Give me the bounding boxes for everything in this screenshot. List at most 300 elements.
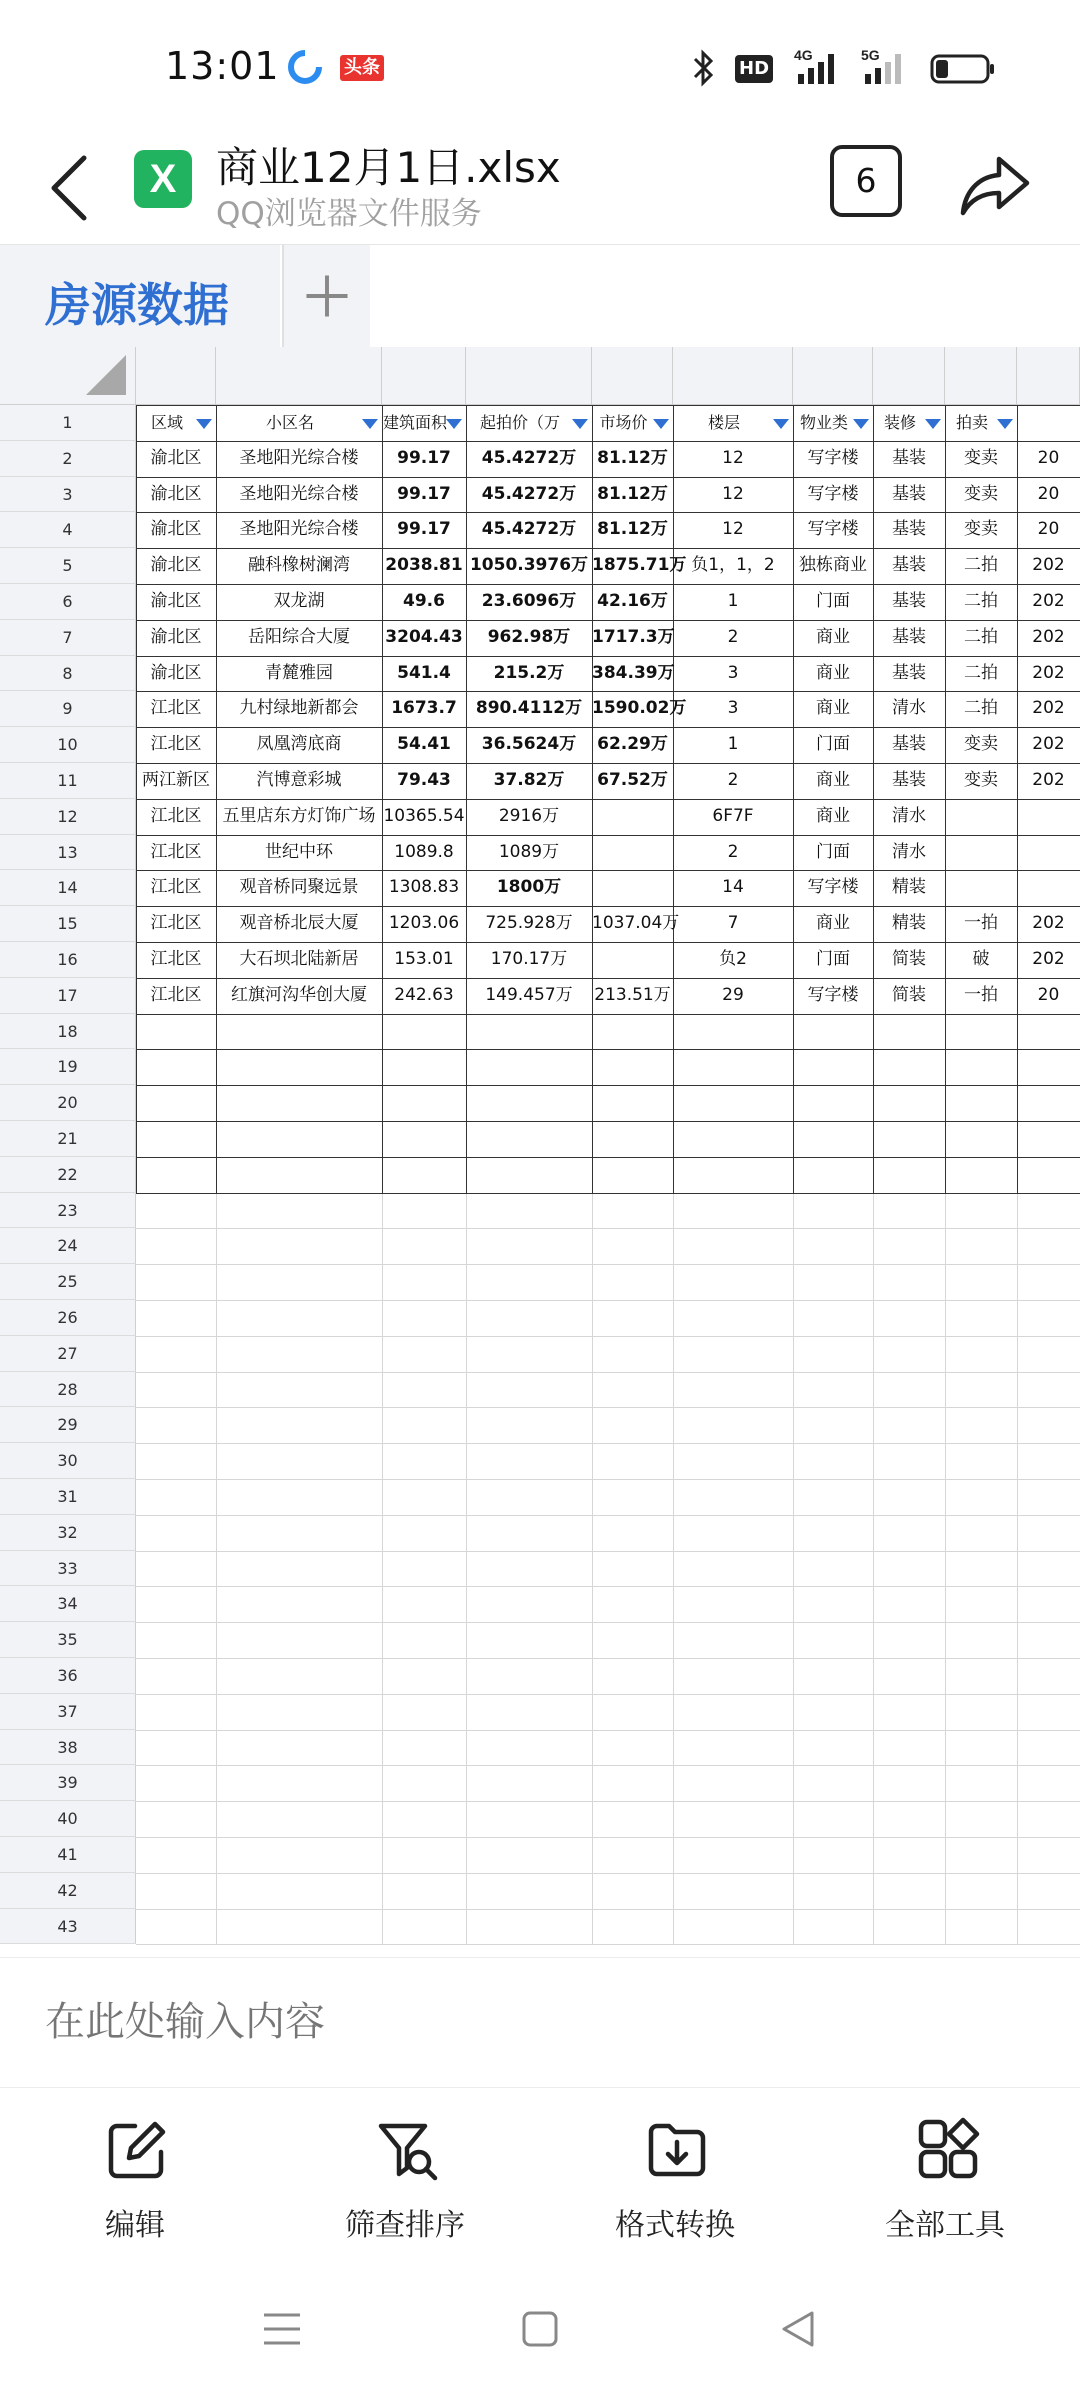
table-cell[interactable]: 圣地阳光综合楼 xyxy=(239,519,359,540)
column-header[interactable] xyxy=(1017,347,1080,405)
row-header[interactable]: 18 xyxy=(0,1014,136,1050)
column-header[interactable] xyxy=(945,347,1017,405)
document-title: 商业12月1日.xlsx xyxy=(216,143,561,192)
grid-line xyxy=(136,1551,1080,1552)
edit-button[interactable] xyxy=(25,2088,245,2278)
table-cell[interactable]: 凤凰湾底商 xyxy=(256,734,342,755)
table-cell[interactable]: 6F7F xyxy=(712,805,754,826)
table-cell[interactable]: 渝北区 xyxy=(150,483,202,504)
table-cell[interactable]: 观音桥同聚远景 xyxy=(239,877,359,898)
filter-sort-button[interactable] xyxy=(295,2088,515,2278)
edit-label: 编辑 xyxy=(105,2208,165,2243)
header-cell-label: 装修 xyxy=(883,413,916,432)
row-header[interactable]: 21 xyxy=(0,1121,136,1157)
row-header[interactable]: 26 xyxy=(0,1300,136,1336)
filter-dropdown-icon[interactable] xyxy=(653,419,669,429)
header-cell-label: 物业类 xyxy=(799,413,848,432)
column-header[interactable] xyxy=(873,347,945,405)
filter-header-cell[interactable] xyxy=(592,405,673,441)
row-header[interactable]: 7 xyxy=(0,620,136,656)
table-cell[interactable]: 商业 xyxy=(816,913,850,934)
table-cell[interactable]: 1089万 xyxy=(498,841,560,862)
table-cell[interactable]: 写字楼 xyxy=(807,519,859,540)
table-cell[interactable]: 变卖 xyxy=(964,770,998,790)
row-header[interactable]: 23 xyxy=(0,1193,136,1229)
table-cell[interactable]: 负1，1，2 xyxy=(691,555,775,576)
table-cell[interactable]: 2 xyxy=(727,841,739,862)
table-cell[interactable]: 153.01 xyxy=(394,949,454,969)
row-header[interactable]: 42 xyxy=(0,1873,136,1909)
filter-header-cell[interactable] xyxy=(793,405,873,441)
table-cell[interactable]: 20 xyxy=(1037,483,1060,504)
menu-nav-icon[interactable] xyxy=(260,2307,304,2351)
filter-dropdown-icon[interactable] xyxy=(572,419,588,429)
hd-voice-icon: HD xyxy=(735,55,773,83)
row-header[interactable]: 2 xyxy=(0,441,136,477)
table-cell[interactable]: 170.17万 xyxy=(490,949,568,969)
row-header[interactable]: 1 xyxy=(0,405,136,441)
table-cell[interactable]: 1800万 xyxy=(496,877,562,898)
cell-content-input[interactable] xyxy=(45,1990,1035,2054)
grid-line xyxy=(136,1586,1080,1587)
filter-dropdown-icon[interactable] xyxy=(362,419,378,429)
row-header[interactable]: 10 xyxy=(0,727,136,763)
table-cell[interactable]: 二拍 xyxy=(964,698,998,719)
row-header[interactable]: 22 xyxy=(0,1157,136,1193)
table-cell[interactable]: 变卖 xyxy=(964,447,998,468)
grid-line xyxy=(136,1336,1080,1337)
table-cell[interactable]: 14 xyxy=(722,877,744,898)
system-nav-bar xyxy=(0,2277,1080,2400)
column-header[interactable] xyxy=(382,347,466,405)
table-cell[interactable]: 725.928万 xyxy=(485,913,573,934)
table-cell[interactable]: 门面 xyxy=(816,591,850,611)
filter-dropdown-icon[interactable] xyxy=(925,419,941,429)
table-cell[interactable]: 23.6096万 xyxy=(481,591,577,611)
grid-line xyxy=(136,1801,1080,1802)
table-cell[interactable]: 基装 xyxy=(892,626,926,647)
grid-line xyxy=(136,1264,1080,1265)
table-cell[interactable]: 基装 xyxy=(892,734,926,755)
table-cell[interactable]: 45.4272万 xyxy=(481,483,577,504)
table-cell[interactable] xyxy=(592,799,673,835)
grid-line xyxy=(592,1193,593,1945)
row-header[interactable]: 30 xyxy=(0,1443,136,1479)
add-sheet-icon[interactable] xyxy=(282,245,370,347)
table-cell[interactable]: 1037.04万 xyxy=(592,913,680,934)
column-header[interactable] xyxy=(673,347,793,405)
grid-line xyxy=(136,1014,1080,1015)
table-cell[interactable]: 渝北区 xyxy=(150,591,202,611)
table-cell[interactable]: 1089.8 xyxy=(394,841,454,862)
filter-header-cell[interactable] xyxy=(136,405,216,441)
table-cell[interactable]: 基装 xyxy=(892,555,926,576)
filter-header-cell[interactable] xyxy=(216,405,382,441)
grid-line xyxy=(136,1622,1080,1623)
grid-line xyxy=(466,1193,467,1945)
grid-line xyxy=(945,1193,946,1945)
table-cell[interactable]: 江北区 xyxy=(150,698,202,719)
row-header[interactable]: 38 xyxy=(0,1730,136,1766)
row-header[interactable]: 14 xyxy=(0,870,136,906)
table-cell[interactable]: 汽博意彩城 xyxy=(256,770,342,790)
bottom-toolbar xyxy=(0,2087,1080,2277)
table-cell[interactable]: 基装 xyxy=(892,662,926,683)
table-cell[interactable]: 江北区 xyxy=(150,734,202,755)
table-cell[interactable]: 商业 xyxy=(816,626,850,647)
table-cell[interactable]: 青麓雅园 xyxy=(265,662,333,683)
table-cell[interactable]: 变卖 xyxy=(964,519,998,540)
table-cell[interactable]: 1717.3万 xyxy=(592,626,675,647)
grid-line xyxy=(136,1443,1080,1444)
table-cell[interactable]: 20 xyxy=(1037,447,1060,468)
grid-line xyxy=(216,1193,217,1945)
grid-line xyxy=(136,1407,1080,1408)
filter-dropdown-icon[interactable] xyxy=(997,419,1013,429)
row-header[interactable]: 5 xyxy=(0,548,136,584)
table-cell[interactable]: 江北区 xyxy=(150,877,202,898)
table-cell[interactable]: 2 xyxy=(727,770,739,790)
table-cell[interactable]: 12 xyxy=(722,519,744,540)
column-header[interactable] xyxy=(793,347,873,405)
all-tools-button[interactable] xyxy=(835,2088,1055,2278)
filter-header-cell[interactable] xyxy=(466,405,592,441)
table-cell[interactable] xyxy=(945,870,1017,906)
table-cell[interactable]: 202 xyxy=(1032,591,1065,611)
table-cell[interactable]: 一拍 xyxy=(964,984,998,1005)
row-header[interactable]: 27 xyxy=(0,1336,136,1372)
table-cell[interactable]: 149.457万 xyxy=(485,984,573,1005)
table-cell[interactable]: 2038.81 xyxy=(385,555,463,576)
table-cell[interactable]: 五里店东方灯饰广场 xyxy=(222,805,376,826)
table-cell[interactable] xyxy=(1017,799,1080,835)
table-cell[interactable]: 渝北区 xyxy=(150,447,202,468)
table-cell[interactable]: 江北区 xyxy=(150,984,202,1005)
back-nav-icon[interactable] xyxy=(776,2307,820,2351)
row-header[interactable]: 19 xyxy=(0,1049,136,1085)
sheet-tab-fangyuan[interactable] xyxy=(0,245,280,347)
column-header[interactable] xyxy=(136,347,216,405)
grid-line xyxy=(136,1300,1080,1301)
row-header[interactable]: 29 xyxy=(0,1407,136,1443)
table-cell[interactable]: 2 xyxy=(727,626,739,647)
home-nav-icon[interactable] xyxy=(518,2307,562,2351)
table-cell[interactable]: 变卖 xyxy=(964,483,998,504)
table-cell[interactable] xyxy=(945,835,1017,871)
row-header[interactable]: 17 xyxy=(0,978,136,1014)
table-cell[interactable]: 213.51万 xyxy=(594,984,671,1005)
grid-line xyxy=(136,1658,1080,1659)
table-cell[interactable]: 81.12万 xyxy=(597,483,668,504)
table-cell[interactable]: 商业 xyxy=(816,770,850,790)
grid-line xyxy=(136,1515,1080,1516)
table-cell[interactable]: 渝北区 xyxy=(150,555,202,576)
table-cell[interactable]: 江北区 xyxy=(150,841,202,862)
table-cell[interactable]: 一拍 xyxy=(964,913,998,934)
all-tools-label: 全部工具 xyxy=(885,2208,1005,2243)
table-cell[interactable]: 红旗河沟华创大厦 xyxy=(231,984,367,1005)
table-cell[interactable]: 962.98万 xyxy=(487,626,571,647)
grid-line xyxy=(136,1765,1080,1766)
select-all-corner[interactable] xyxy=(0,347,136,405)
table-cell[interactable]: 67.52万 xyxy=(597,770,668,790)
table-cell[interactable]: 12 xyxy=(722,447,744,468)
table-cell[interactable]: 简装 xyxy=(892,984,926,1005)
signal-5g-icon xyxy=(855,46,917,86)
table-cell[interactable]: 门面 xyxy=(816,841,850,862)
filter-sort-label: 筛查排序 xyxy=(345,2208,465,2243)
table-cell[interactable]: 54.41 xyxy=(397,734,451,755)
table-cell[interactable]: 202 xyxy=(1032,698,1065,719)
table-cell[interactable]: 基装 xyxy=(892,519,926,540)
table-cell[interactable]: 写字楼 xyxy=(807,483,859,504)
filter-dropdown-icon[interactable] xyxy=(446,419,462,429)
table-cell[interactable]: 二拍 xyxy=(964,626,998,647)
table-cell[interactable]: 独栋商业 xyxy=(799,555,867,576)
table-cell[interactable]: 负2 xyxy=(719,949,747,969)
row-header[interactable]: 13 xyxy=(0,835,136,871)
table-cell[interactable]: 写字楼 xyxy=(807,877,859,898)
row-header[interactable]: 36 xyxy=(0,1658,136,1694)
table-cell[interactable]: 62.29万 xyxy=(597,734,668,755)
table-cell[interactable]: 1590.02万 xyxy=(592,698,687,719)
grid-line xyxy=(136,1193,1080,1194)
table-cell[interactable] xyxy=(1017,835,1080,871)
table-cell[interactable]: 融科橡树澜湾 xyxy=(248,555,350,576)
filter-header-cell[interactable] xyxy=(873,405,945,441)
row-header[interactable]: 43 xyxy=(0,1909,136,1945)
row-header[interactable]: 41 xyxy=(0,1837,136,1873)
table-cell[interactable]: 渝北区 xyxy=(150,662,202,683)
table-cell[interactable]: 1673.7 xyxy=(391,698,457,719)
table-cell[interactable]: 江北区 xyxy=(150,913,202,934)
table-cell[interactable]: 基装 xyxy=(892,591,926,611)
table-cell[interactable]: 29 xyxy=(722,984,744,1005)
column-header[interactable] xyxy=(592,347,673,405)
header-cell-label: 建筑面积 xyxy=(382,413,447,432)
row-header[interactable]: 12 xyxy=(0,799,136,835)
table-cell[interactable]: 清水 xyxy=(892,805,926,826)
back-button[interactable] xyxy=(40,148,100,228)
svg-text:5G: 5G xyxy=(861,47,880,63)
table-cell[interactable]: 890.4112万 xyxy=(475,698,583,719)
table-cell[interactable]: 清水 xyxy=(892,841,926,862)
filter-header-cell[interactable] xyxy=(673,405,793,441)
row-header[interactable]: 6 xyxy=(0,584,136,620)
row-header[interactable]: 15 xyxy=(0,906,136,942)
table-cell[interactable]: 45.4272万 xyxy=(481,519,577,540)
filter-dropdown-icon[interactable] xyxy=(773,419,789,429)
table-cell[interactable]: 202 xyxy=(1032,734,1065,755)
row-header[interactable]: 4 xyxy=(0,512,136,548)
table-cell[interactable]: 观音桥北辰大厦 xyxy=(239,913,359,934)
grid-line xyxy=(136,1372,1080,1373)
share-icon[interactable] xyxy=(955,145,1035,225)
table-cell[interactable]: 商业 xyxy=(816,662,850,683)
table-cell[interactable]: 写字楼 xyxy=(807,447,859,468)
sheet-tab-bar xyxy=(0,245,1080,347)
table-cell[interactable]: 渝北区 xyxy=(150,519,202,540)
table-cell[interactable]: 3 xyxy=(727,662,739,683)
table-cell[interactable]: 215.2万 xyxy=(493,662,565,683)
table-cell[interactable]: 清水 xyxy=(892,698,926,719)
table-cell[interactable]: 岳阳综合大厦 xyxy=(248,626,350,647)
table-cell[interactable]: 202 xyxy=(1032,770,1065,790)
table-cell[interactable] xyxy=(592,870,673,906)
header-cell-label: 区域 xyxy=(150,413,183,432)
row-header[interactable]: 3 xyxy=(0,477,136,513)
table-cell[interactable]: 世纪中环 xyxy=(265,841,333,862)
table-cell[interactable]: 202 xyxy=(1032,949,1065,969)
table-cell[interactable]: 3204.43 xyxy=(385,626,463,647)
row-header[interactable]: 16 xyxy=(0,942,136,978)
row-header[interactable]: 40 xyxy=(0,1801,136,1837)
table-cell[interactable]: 圣地阳光综合楼 xyxy=(239,447,359,468)
grid-line xyxy=(136,1837,1080,1838)
table-cell[interactable]: 两江新区 xyxy=(142,770,210,790)
table-cell[interactable]: 基装 xyxy=(892,770,926,790)
row-header[interactable]: 8 xyxy=(0,656,136,692)
row-header[interactable]: 24 xyxy=(0,1228,136,1264)
column-header[interactable] xyxy=(216,347,382,405)
table-cell[interactable]: 简装 xyxy=(892,949,926,969)
table-cell[interactable]: 541.4 xyxy=(397,662,451,683)
row-header[interactable]: 11 xyxy=(0,763,136,799)
table-cell[interactable]: 1050.3976万 xyxy=(469,555,589,576)
table-cell[interactable]: 基装 xyxy=(892,447,926,468)
format-convert-button[interactable] xyxy=(565,2088,785,2278)
table-cell[interactable]: 36.5624万 xyxy=(481,734,577,755)
column-header[interactable] xyxy=(466,347,592,405)
filter-header-cell[interactable] xyxy=(382,405,466,441)
filter-dropdown-icon[interactable] xyxy=(853,419,869,429)
table-cell[interactable]: 79.43 xyxy=(397,770,451,790)
table-cell[interactable]: 双龙湖 xyxy=(273,591,325,611)
row-header[interactable]: 31 xyxy=(0,1479,136,1515)
table-cell[interactable]: 202 xyxy=(1032,555,1065,576)
table-cell[interactable] xyxy=(592,942,673,978)
table-cell[interactable]: 242.63 xyxy=(394,984,454,1005)
row-header[interactable]: 33 xyxy=(0,1551,136,1587)
grid-line xyxy=(136,1157,1080,1158)
table-cell[interactable]: 81.12万 xyxy=(597,519,668,540)
table-cell[interactable]: 42.16万 xyxy=(597,591,668,611)
table-cell[interactable]: 大石坝北陆新居 xyxy=(239,949,359,969)
table-cell[interactable]: 99.17 xyxy=(397,483,451,504)
grid-line xyxy=(793,1193,794,1945)
table-cell[interactable]: 二拍 xyxy=(964,555,998,576)
table-cell[interactable]: 384.39万 xyxy=(592,662,675,683)
table-cell[interactable]: 202 xyxy=(1032,913,1065,934)
tab-count-button[interactable]: 6 xyxy=(830,145,902,217)
table-cell[interactable]: 破 xyxy=(972,949,990,969)
sheet-tab-label: 房源数据 xyxy=(45,278,229,332)
table-cell[interactable]: 变卖 xyxy=(964,734,998,755)
table-cell[interactable]: 基装 xyxy=(892,483,926,504)
table-cell[interactable]: 2916万 xyxy=(498,805,560,826)
table-cell[interactable]: 12 xyxy=(722,483,744,504)
table-cell[interactable]: 圣地阳光综合楼 xyxy=(239,483,359,504)
table-cell[interactable]: 20 xyxy=(1037,984,1060,1005)
grid-line xyxy=(136,1730,1080,1731)
table-cell[interactable]: 1308.83 xyxy=(388,877,460,898)
table-cell[interactable]: 写字楼 xyxy=(807,984,859,1005)
grid-line xyxy=(136,1121,1080,1122)
table-cell[interactable]: 202 xyxy=(1032,662,1065,683)
grid-line xyxy=(873,1193,874,1945)
table-cell[interactable]: 1 xyxy=(727,734,739,755)
table-cell[interactable]: 10365.54 xyxy=(383,805,465,826)
filter-dropdown-icon[interactable] xyxy=(196,419,212,429)
filter-header-cell[interactable] xyxy=(945,405,1017,441)
row-header[interactable]: 37 xyxy=(0,1694,136,1730)
table-cell[interactable]: 江北区 xyxy=(150,805,202,826)
table-cell[interactable]: 1875.71万 xyxy=(592,555,687,576)
edit-icon xyxy=(105,2118,169,2182)
table-cell[interactable]: 37.82万 xyxy=(493,770,565,790)
status-bar xyxy=(0,0,1080,130)
grid-line xyxy=(382,1193,383,1945)
grid-line xyxy=(136,1909,1080,1910)
table-cell[interactable]: 精装 xyxy=(892,913,926,934)
row-header[interactable]: 25 xyxy=(0,1264,136,1300)
row-header[interactable]: 32 xyxy=(0,1515,136,1551)
row-header[interactable]: 35 xyxy=(0,1622,136,1658)
table-cell[interactable]: 99.17 xyxy=(397,519,451,540)
row-header[interactable]: 9 xyxy=(0,691,136,727)
row-header[interactable]: 34 xyxy=(0,1586,136,1622)
table-cell[interactable]: 商业 xyxy=(816,698,850,719)
row-header[interactable]: 20 xyxy=(0,1085,136,1121)
table-cell[interactable]: 1203.06 xyxy=(388,913,460,934)
row-header[interactable]: 39 xyxy=(0,1765,136,1801)
table-cell[interactable]: 商业 xyxy=(816,805,850,826)
status-time: 13:01 xyxy=(165,44,280,88)
bluetooth-icon xyxy=(690,48,716,88)
table-cell[interactable]: 渝北区 xyxy=(150,626,202,647)
table-cell[interactable] xyxy=(945,799,1017,835)
table-cell[interactable]: 1 xyxy=(727,591,739,611)
table-cell[interactable]: 门面 xyxy=(816,734,850,755)
grid-line xyxy=(136,1228,1080,1229)
apps-grid-icon xyxy=(915,2118,979,2182)
table-cell[interactable]: 精装 xyxy=(892,877,926,898)
table-cell[interactable]: 99.17 xyxy=(397,447,451,468)
grid-line xyxy=(136,1085,1080,1086)
table-cell[interactable]: 49.6 xyxy=(403,591,445,611)
table-cell[interactable]: 202 xyxy=(1032,626,1065,647)
table-cell[interactable]: 二拍 xyxy=(964,662,998,683)
table-cell[interactable]: 3 xyxy=(727,698,739,719)
table-cell[interactable]: 九村绿地新都会 xyxy=(239,698,359,719)
table-cell[interactable]: 7 xyxy=(727,913,739,934)
grid-line xyxy=(136,1479,1080,1480)
table-cell[interactable]: 81.12万 xyxy=(597,447,668,468)
table-cell[interactable]: 二拍 xyxy=(964,591,998,611)
grid-line xyxy=(136,1049,1080,1050)
document-subtitle: QQ浏览器文件服务 xyxy=(216,196,482,232)
table-cell[interactable] xyxy=(592,835,673,871)
table-cell[interactable]: 20 xyxy=(1037,519,1060,540)
table-cell[interactable]: 门面 xyxy=(816,949,850,969)
spreadsheet-grid[interactable] xyxy=(0,347,1080,1957)
header-cell-label: 楼层 xyxy=(707,413,740,432)
table-cell[interactable]: 江北区 xyxy=(150,949,202,969)
table-cell[interactable] xyxy=(1017,870,1080,906)
toutiao-app-icon: 头条 xyxy=(340,55,384,81)
row-header[interactable]: 28 xyxy=(0,1372,136,1408)
table-cell[interactable]: 45.4272万 xyxy=(481,447,577,468)
